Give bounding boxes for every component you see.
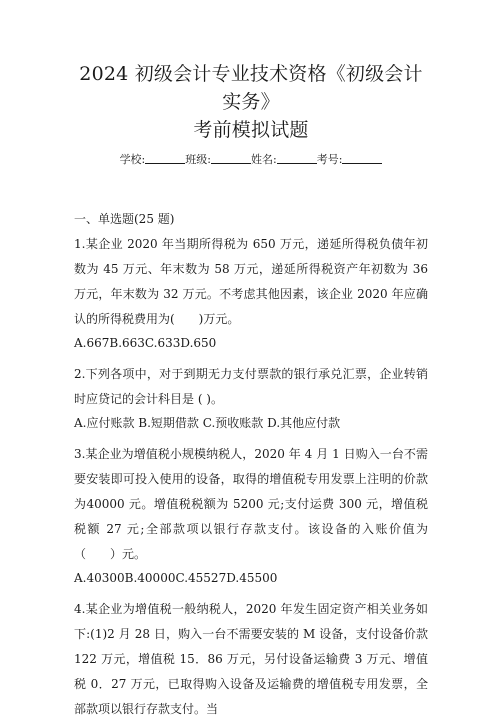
name-blank (277, 152, 317, 164)
question-3-options: A.40300B.40000C.45527D.45500 (74, 571, 278, 585)
class-blank (211, 152, 251, 164)
student-info-row (74, 152, 428, 168)
exam-number-blank (342, 152, 382, 164)
school-blank (145, 152, 185, 164)
exam-number-label: 考号: (316, 153, 343, 166)
question-1-options: A.667B.663C.633D.650 (74, 336, 217, 350)
school-label: 学校: (119, 153, 146, 166)
class-label: 班级: (185, 153, 211, 166)
question-1: 1.某企业 2020 年当期所得税为 650 万元，递延所得税负债年初数为 45 万元、年末数为 58 万元，递延所得税资产年初数为 36 万元，年末数为 32 万元。不考虑其他因素，该企业 2020 年应确认的所得税费用为( )万元。 (74, 237, 428, 326)
question-2: 2.下列各项中，对于到期无力支付票款的银行承兑汇票，企业转销时应贷记的会计科目是 ( )。 (74, 367, 428, 406)
exam-title (74, 0, 428, 144)
title-line-1: 2024 初级会计专业技术资格《初级会计实务》 (79, 63, 423, 113)
question-4: 4.某企业为增值税一般纳税人，2020 年发生固定资产相关业务如下:(1)2 月 28 日，购入一台不需要安装的 M 设备，支付设备价款 122 万元，增值税 15．86 万元，另付设备运输费 3 万元、增值税 0．27 万元，已取得购入设备及运输费的增值税专用发票，全部款项以银行存款支付。当 (74, 602, 428, 716)
question-2-options: A.应付账款 B.短期借款 C.预收账款 D.其他应付款 (74, 416, 341, 430)
name-label: 姓名: (251, 153, 277, 166)
question-3: 3.某企业为增值税小规模纳税人，2020 年 4 月 1 日购入一台不需要安装即可投入使用的设备，取得的增值税专用发票上注明的价款为40000 元。增值税税额为 5200 元;支付运费 300 元，增值税税额 27 元;全部款项以银行存款支付。该设备的入账价值为（ ）元。 (74, 447, 428, 561)
title-line-2: 考前模拟试题 (193, 119, 309, 141)
section-heading: 一、单选题(25 题) (74, 212, 175, 226)
